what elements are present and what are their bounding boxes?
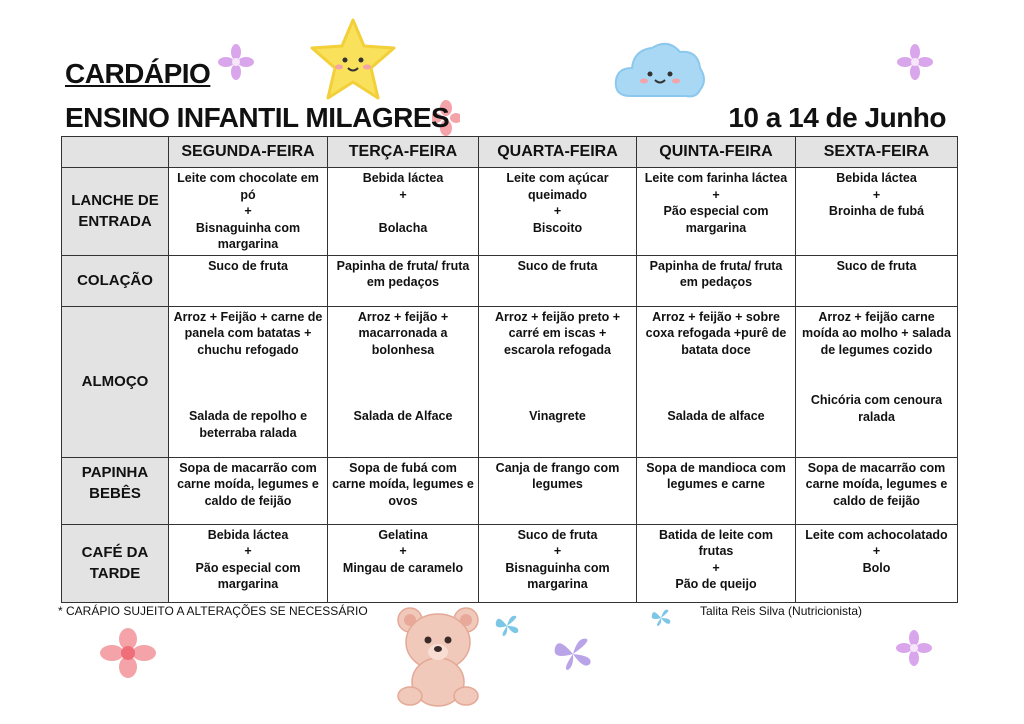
menu-item: Biscoito (532, 220, 583, 235)
cloud-face-icon (612, 34, 708, 104)
menu-cell: Suco de fruta (169, 255, 328, 306)
menu-cell: Sopa de macarrão com carne moída, legumes e caldo de feijão (169, 457, 328, 524)
menu-cell (637, 168, 796, 256)
main-dish: Arroz + feijão + sobre coxa refogada +purê de batata doce (645, 309, 787, 357)
row-label-line: CAFÉ DA (81, 544, 149, 561)
menu-item: Bebida láctea (362, 171, 444, 185)
menu-cell: Canja de frango com legumes (479, 457, 637, 524)
menu-item: Leite com farinha láctea (644, 171, 788, 185)
menu-item: Leite com achocolatado (805, 527, 948, 542)
column-header: SEXTA-FEIRA (796, 137, 958, 168)
menu-cell (328, 168, 479, 256)
column-header: TERÇA-FEIRA (328, 137, 479, 168)
menu-cell: Papinha de fruta/ fruta em pedaços (328, 255, 479, 306)
column-header: QUARTA-FEIRA (479, 137, 637, 168)
row-label (62, 255, 169, 306)
menu-cell (637, 524, 796, 602)
disclaimer-note: * CARÁPIO SUJEITO A ALTERAÇÕES SE NECESSÁRIO (58, 604, 368, 618)
row-label-line: ENTRADA (78, 213, 152, 231)
row-label-line: BEBÊS (89, 484, 141, 502)
main-dish: Arroz + Feijão + carne de panela com batatas + chuchu refogado (173, 309, 323, 357)
menu-item: Broinha de fubá (828, 204, 925, 218)
menu-item: Bolacha (378, 220, 428, 235)
butterfly-icon (650, 608, 672, 628)
menu-cell (479, 524, 637, 602)
menu-cell: Sopa de fubá com carne moída, legumes e ovos (328, 457, 479, 524)
column-header: SEGUNDA-FEIRA (169, 137, 328, 168)
menu-item: Pão de queijo (675, 577, 757, 591)
side-dish: Salada de Alface (353, 409, 453, 423)
menu-item: Bisnaguinha com margarina (195, 220, 301, 251)
row-label (62, 524, 169, 602)
menu-cell: Suco de fruta (796, 255, 958, 306)
row-label-line: TARDE (89, 565, 141, 582)
plus-sign: + (399, 544, 407, 558)
menu-item: Bisnaguinha com margarina (505, 560, 610, 591)
menu-item: Gelatina (378, 527, 428, 542)
menu-item: Leite com açúcar queimado (506, 171, 609, 202)
main-dish: Arroz + feijão + macarronada a bolonhesa (357, 309, 449, 357)
plus-sign: + (872, 187, 881, 202)
plus-sign: + (553, 544, 562, 558)
week-dates: 10 a 14 de Junho (728, 102, 946, 133)
star-face-icon (308, 16, 398, 102)
menu-cell (796, 524, 958, 602)
page-title: CARDÁPIO (65, 58, 211, 89)
menu-cell: Suco de fruta (479, 255, 637, 306)
menu-cell (479, 306, 637, 457)
spacer (332, 203, 474, 220)
table-row (62, 168, 958, 256)
plus-sign: + (244, 204, 252, 218)
table-row (62, 306, 958, 457)
school-name: ENSINO INFANTIL MILAGRES (65, 102, 450, 133)
menu-item: Bolo (862, 560, 891, 575)
menu-item: Leite com chocolate em pó (177, 171, 319, 202)
menu-cell (328, 524, 479, 602)
menu-cell: Sopa de mandioca com legumes e carne (637, 457, 796, 524)
row-label-line: PAPINHA (81, 463, 149, 481)
menu-item: Suco de fruta (517, 527, 598, 542)
menu-cell (328, 306, 479, 457)
menu-cell (169, 306, 328, 457)
side-dish: Vinagrete (529, 409, 586, 423)
flower-icon (897, 44, 933, 80)
row-label (62, 168, 169, 256)
butterfly-icon (552, 636, 594, 672)
menu-item: Pão especial com margarina (195, 560, 301, 591)
row-label-line: COLAÇÃO (77, 272, 153, 289)
menu-item: Bebida láctea (836, 171, 917, 185)
nutritionist-credit: Talita Reis Silva (Nutricionista) (700, 604, 863, 618)
menu-cell (479, 168, 637, 256)
menu-cell (637, 306, 796, 457)
flower-icon (218, 44, 254, 80)
menu-cell: Sopa de macarrão com carne moída, legumes e caldo de feijão (796, 457, 958, 524)
row-label-line: LANCHE DE (71, 192, 159, 210)
teddy-bear-icon (390, 604, 486, 708)
table-row (62, 255, 958, 306)
spacer (483, 358, 632, 408)
menu-cell (796, 168, 958, 256)
flower-icon (896, 630, 932, 666)
plus-sign: + (399, 187, 407, 202)
plus-sign: + (244, 544, 252, 558)
menu-cell (169, 524, 328, 602)
row-label (62, 457, 169, 524)
table-row (62, 524, 958, 602)
corner-cell (62, 137, 169, 168)
spacer (641, 358, 791, 408)
menu-item: Mingau de caramelo (342, 560, 464, 575)
menu-item: Bebida láctea (207, 527, 289, 542)
main-dish: Arroz + feijão preto + carré em iscas + escarola refogada (494, 309, 621, 357)
side-dish: Chicória com cenoura ralada (810, 393, 943, 424)
side-dish: Salada de repolho e beterraba ralada (188, 409, 308, 440)
butterfly-icon (494, 614, 520, 638)
spacer (800, 358, 953, 392)
spacer (332, 358, 474, 408)
spacer (173, 358, 323, 408)
menu-item: Batida de leite com frutas (659, 527, 773, 558)
menu-table (61, 136, 958, 603)
header-row (62, 137, 958, 168)
plus-sign: + (712, 560, 720, 575)
row-label (62, 306, 169, 457)
menu-cell: Papinha de fruta/ fruta em pedaços (637, 255, 796, 306)
plus-sign: + (872, 544, 881, 558)
menu-item: Pão especial com margarina (663, 204, 769, 235)
main-dish: Arroz + feijão carne moída ao molho + salada de legumes cozido (802, 309, 951, 357)
menu-cell (796, 306, 958, 457)
row-label-line: ALMOÇO (81, 373, 149, 390)
menu-cell (169, 168, 328, 256)
plus-sign: + (712, 187, 720, 202)
plus-sign: + (553, 204, 562, 218)
side-dish: Salada de alface (667, 409, 765, 423)
flower-icon (100, 628, 156, 678)
table-row (62, 457, 958, 524)
column-header: QUINTA-FEIRA (637, 137, 796, 168)
